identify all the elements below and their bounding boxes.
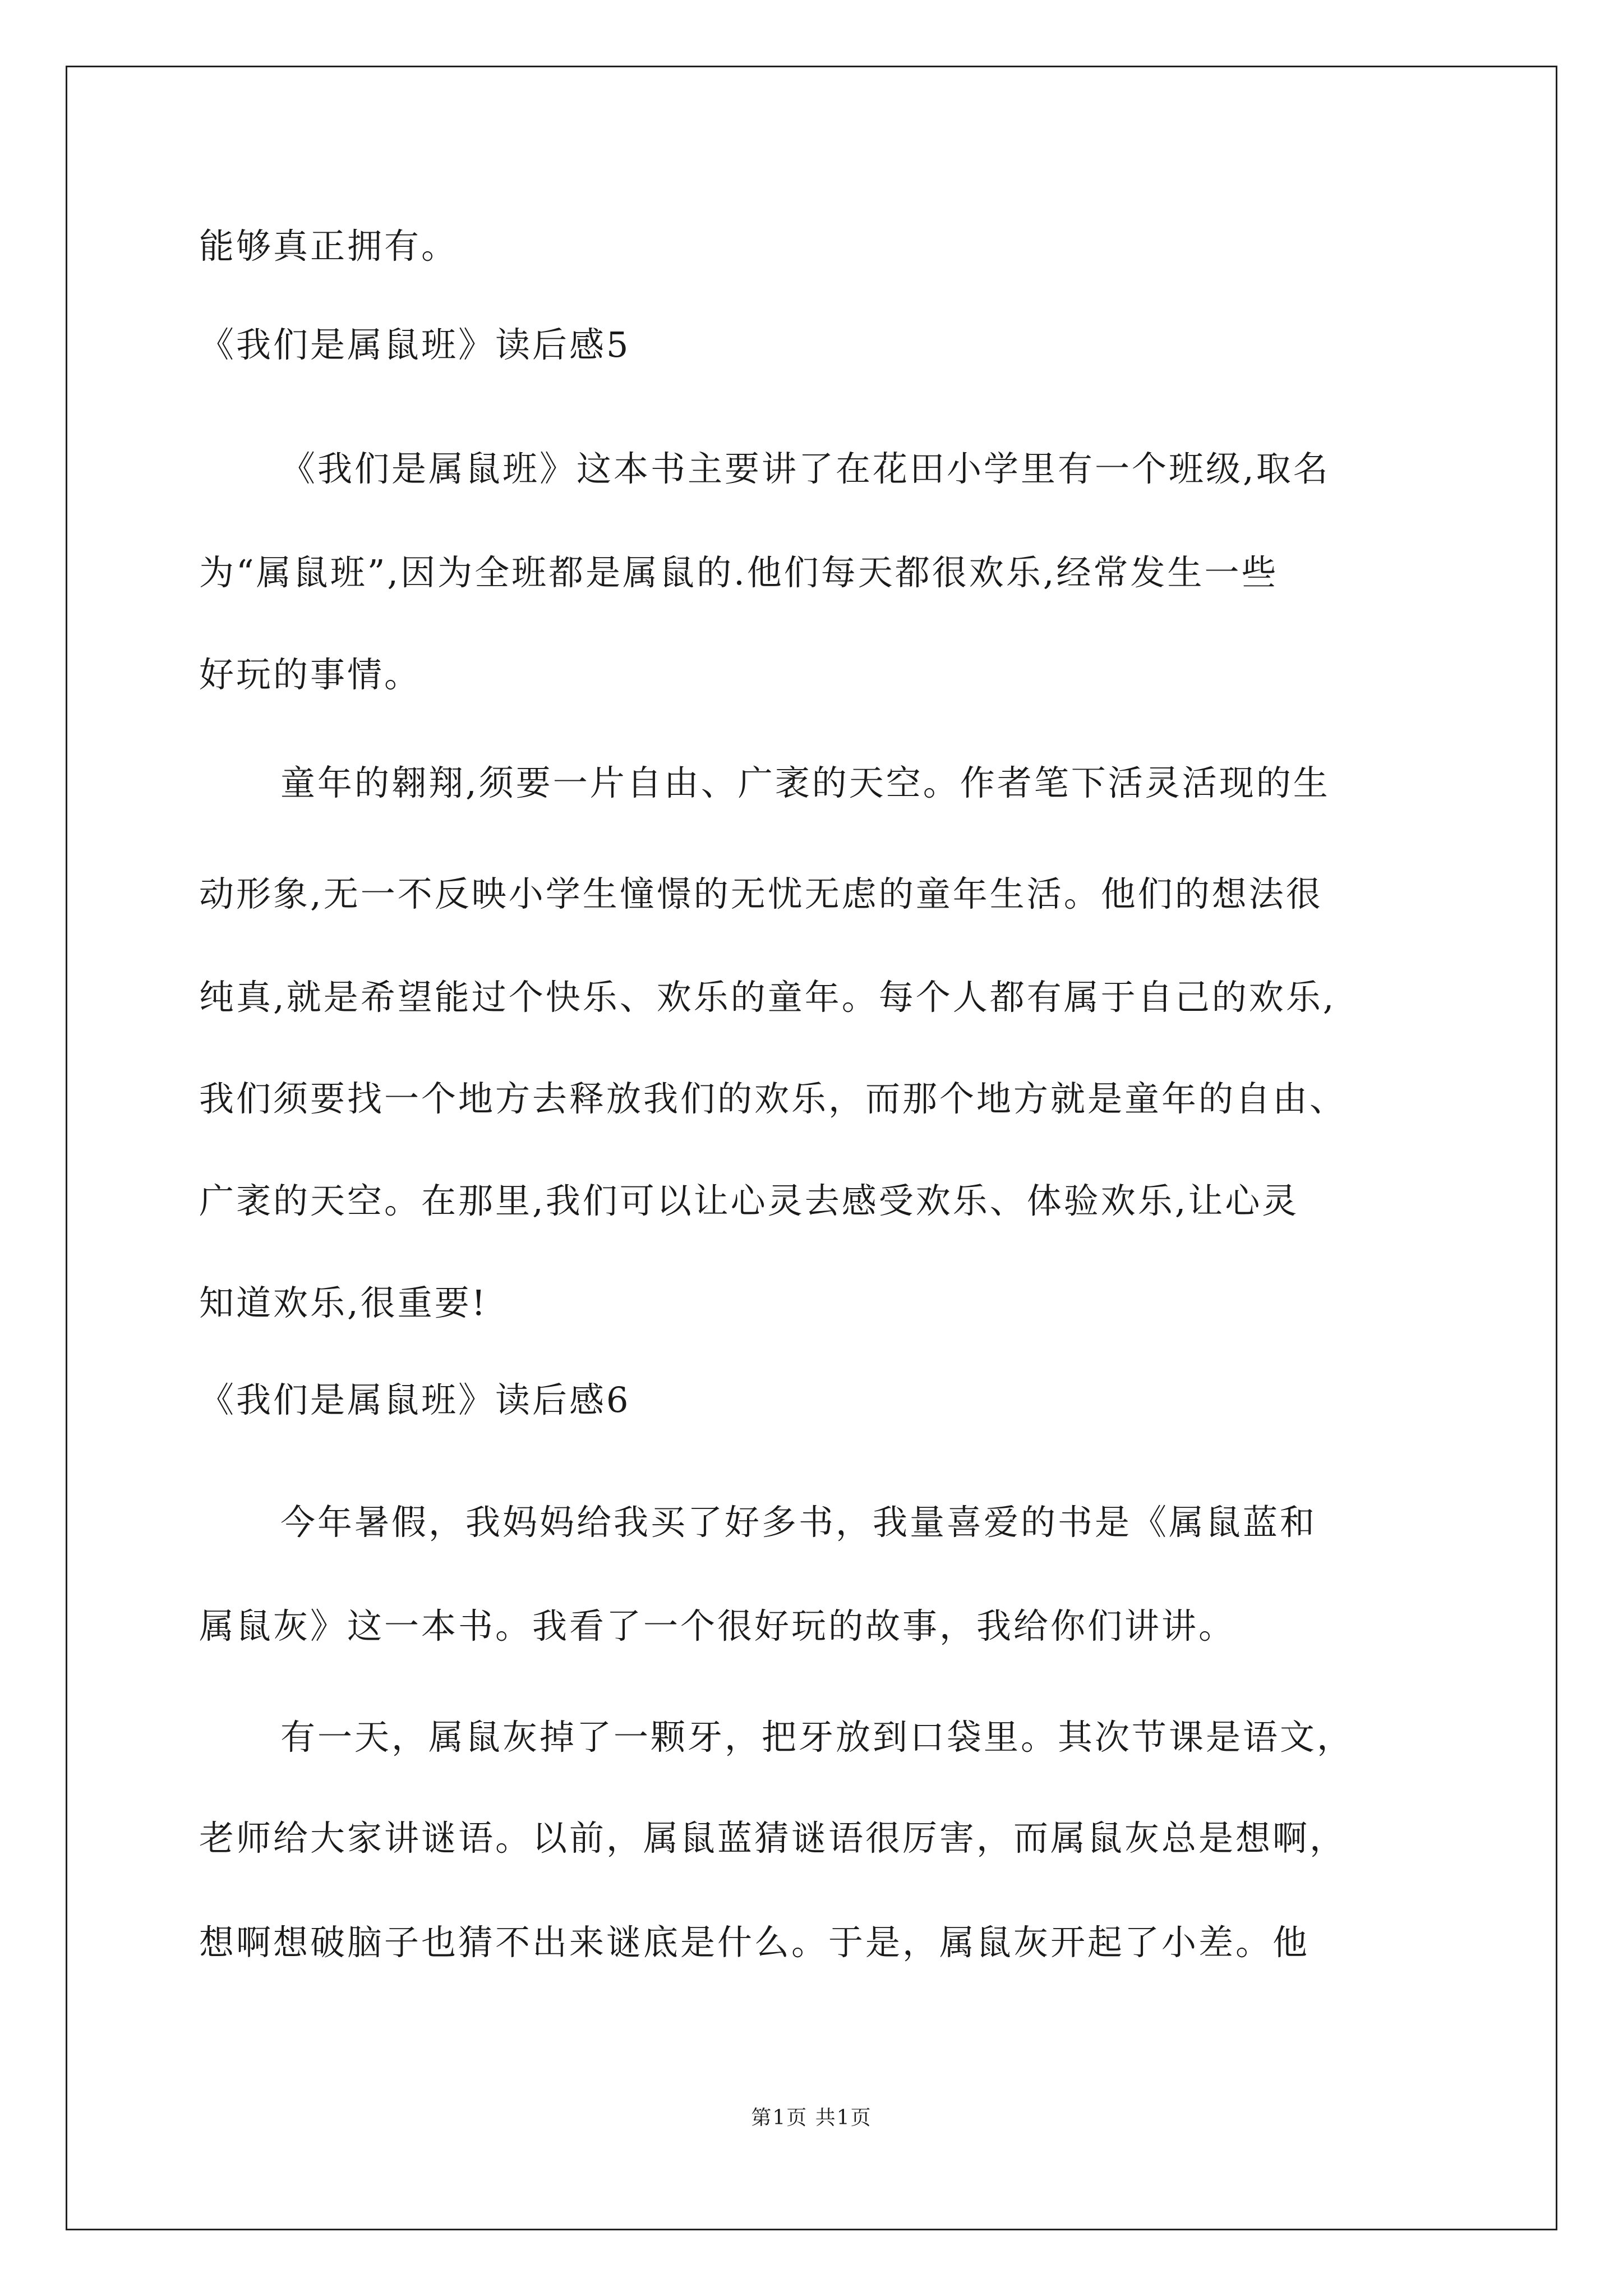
section-heading: 《我们是属鼠班》读后感6 [199,1379,631,1420]
paragraph-line: 老师给大家讲谜语。以前，属鼠蓝猜谜语很厉害，而属鼠灰总是想啊， [199,1818,1347,1858]
paragraph-line: 我们须要找一个地方去释放我们的欢乐，而那个地方就是童年的自由、 [199,1078,1347,1119]
paragraph-line: 属鼠灰》这一本书。我看了一个很好玩的故事，我给你们讲讲。 [199,1605,1236,1646]
paragraph-line: 今年暑假，我妈妈给我买了好多书，我量喜爱的书是《属鼠蓝和 [280,1502,1317,1543]
page-number-footer: 第1页 共1页 [751,2106,872,2129]
paragraph-line: 《我们是属鼠班》这本书主要讲了在花田小学里有一个班级,取名 [280,448,1330,489]
paragraph-line: 纯真,就是希望能过个快乐、欢乐的童年。每个人都有属于自己的欢乐, [199,977,1336,1018]
paragraph-line: 童年的翱翔,须要一片自由、广袤的天空。作者笔下活灵活现的生 [280,762,1330,803]
paragraph-line: 为“属鼠班”,因为全班都是属鼠的.他们每天都很欢乐,经常发生一些 [199,552,1279,593]
paragraph-line: 好玩的事情。 [199,654,422,695]
section-heading: 《我们是属鼠班》读后感5 [199,324,631,365]
paragraph-line: 能够真正拥有。 [199,226,459,266]
paragraph-line: 想啊想破脑子也猜不出来谜底是什么。于是，属鼠灰开起了小差。他 [199,1922,1310,1963]
paragraph-line: 广袤的天空。在那里,我们可以让心灵去感受欢乐、体验欢乐,让心灵 [199,1180,1299,1221]
page-border [66,66,1557,2230]
paragraph-line: 知道欢乐,很重要! [199,1282,488,1323]
paragraph-line: 动形象,无一不反映小学生憧憬的无忧无虑的童年生活。他们的想法很 [199,873,1323,914]
paragraph-line: 有一天，属鼠灰掉了一颗牙，把牙放到口袋里。其次节课是语文， [280,1717,1354,1757]
